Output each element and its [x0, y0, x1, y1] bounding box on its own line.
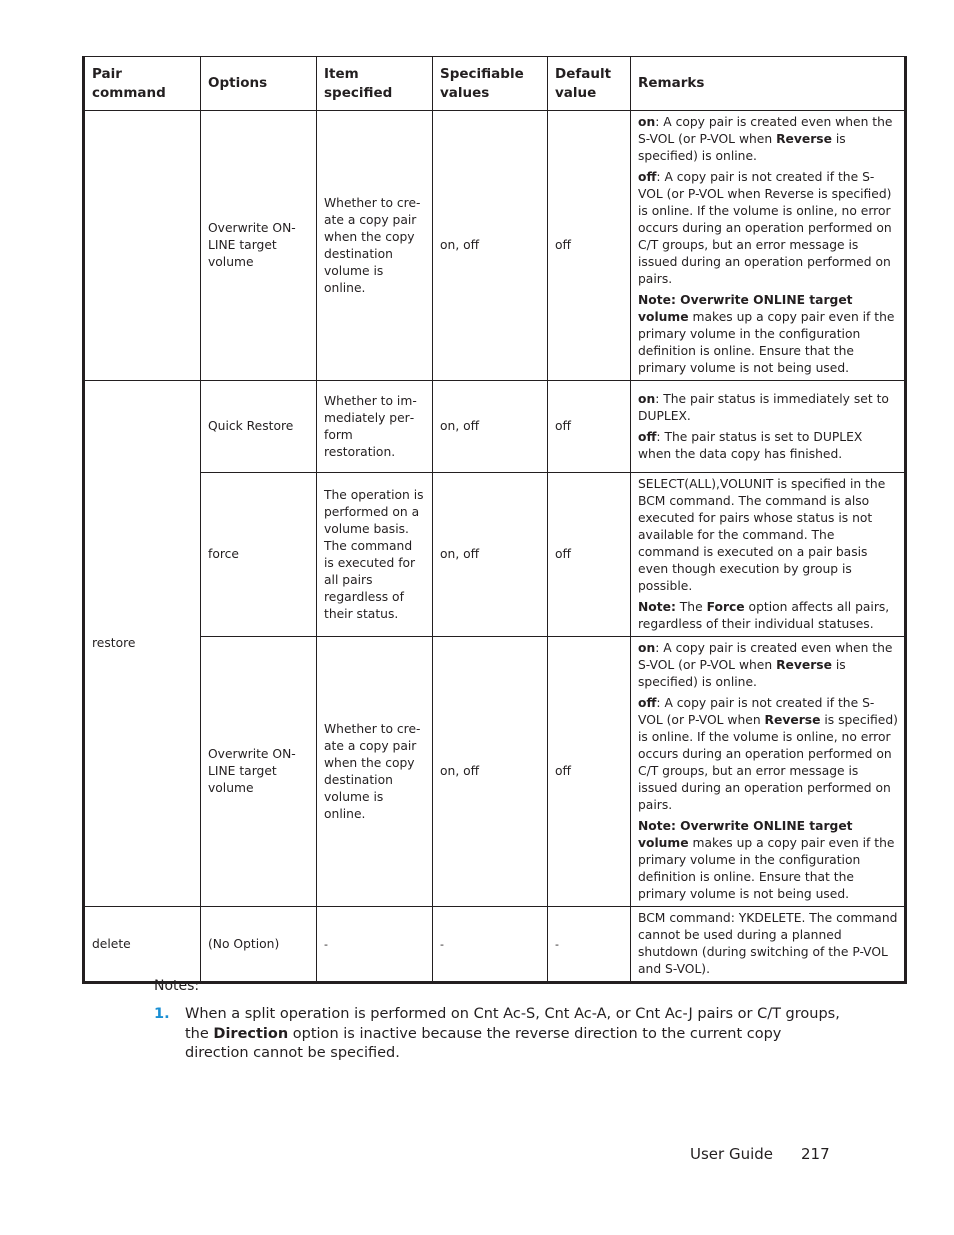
item-cell: Whether to immediately perform restoration.	[317, 381, 433, 473]
option-cell: Quick Restore	[201, 381, 317, 473]
remarks-cell	[631, 111, 906, 381]
values-cell: on, off	[433, 111, 548, 381]
default-cell: -	[548, 907, 631, 983]
table-row	[84, 381, 906, 473]
item-cell: Whether to create a copy pair when the copy destination volume is online.	[317, 111, 433, 381]
header-item-specified: Item specified	[317, 57, 433, 111]
pair-command-delete: delete	[84, 907, 201, 983]
item-cell: -	[317, 907, 433, 983]
remark-note: Note: The Force option affects all pairs, regardless of their individual statuses.	[638, 600, 890, 631]
remark-on: on: The pair status is immediately set to DUPLEX.	[638, 391, 889, 423]
remarks-cell	[631, 473, 906, 637]
remarks-cell	[631, 637, 906, 907]
remark-off: off: The pair status is set to DUPLEX when the data copy has finished.	[638, 429, 863, 461]
default-cell: off	[548, 473, 631, 637]
remark-on: on: A copy pair is created even when the S-VOL (or P-VOL when Reverse is specified) is online.	[638, 115, 893, 163]
header-options: Options	[201, 57, 317, 111]
pair-command-cell	[84, 111, 201, 381]
table-header-row	[84, 57, 906, 111]
values-cell: on, off	[433, 473, 548, 637]
remark-off: off: A copy pair is not created if the S-VOL (or P-VOL when Reverse is specified) is online. If the volume is online, no error occurs during an operation performed on C/T groups, but an error message is issued during an operation performed on pairs.	[638, 170, 892, 286]
remark-note: Note: Overwrite ONLINE target volume makes up a copy pair even if the primary volume in the configuration definition is online. Ensure that the primary volume is not being used.	[638, 293, 895, 375]
note-number: 1.	[154, 1006, 170, 1022]
default-cell: off	[548, 381, 631, 473]
note-text: When a split operation is performed on Cnt Ac-S, Cnt Ac-A, or Cnt Ac-J pairs or C/T groups, the Direction option is inactive because the reverse direction to the current copy direction cannot be specified.	[185, 1006, 840, 1061]
values-cell: -	[433, 907, 548, 983]
pair-command-restore: restore	[84, 381, 201, 907]
default-cell: off	[548, 637, 631, 907]
option-cell: Overwrite ONLINE target volume	[201, 111, 317, 381]
table-row	[84, 637, 906, 907]
values-cell: on, off	[433, 637, 548, 907]
header-pair-command: Pair command	[84, 57, 201, 111]
remarks-cell	[631, 907, 906, 983]
item-cell: The operation is performed on a volume basis. The command is executed for all pairs regardless of their status.	[317, 473, 433, 637]
remark-note: Note: Overwrite ONLINE target volume makes up a copy pair even if the primary volume in the configuration definition is online. Ensure that the primary volume is not being used.	[638, 819, 895, 901]
item-cell: Whether to create a copy pair when the copy destination volume is online.	[317, 637, 433, 907]
header-specifiable-values: Specifiable values	[433, 57, 548, 111]
footer-title: User Guide	[690, 1145, 774, 1163]
remark-text: SELECT(ALL),VOLUNIT is specified in the BCM command. The command is also executed for pairs whose status is not available for the command. The command is executed on a pair basis even though execution by group is possible.	[638, 477, 886, 593]
values-cell: on, off	[433, 381, 548, 473]
remark-off: off: A copy pair is not created if the S-VOL (or P-VOL when Reverse is specified) is online. If the volume is online, no error occurs during an operation performed on C/T groups, but an error message is issued during an operation performed on pairs.	[638, 696, 898, 812]
remark-on: on: A copy pair is created even when the S-VOL (or P-VOL when Reverse is specified) is online.	[638, 641, 893, 689]
header-default-value: Default value	[548, 57, 631, 111]
default-cell: off	[548, 111, 631, 381]
table-row	[84, 473, 906, 637]
remarks-cell	[631, 381, 906, 473]
notes-heading: Notes:	[154, 978, 200, 994]
option-cell: (No Option)	[201, 907, 317, 983]
page-number: 217	[801, 1145, 830, 1163]
remark-text: BCM command: YKDELETE. The command cannot be used during a planned shutdown (during switching of the P-VOL and S-VOL).	[638, 911, 898, 976]
page-footer	[690, 1144, 830, 1164]
option-cell: force	[201, 473, 317, 637]
note-item-1	[154, 1005, 844, 1064]
table-row	[84, 111, 906, 381]
header-remarks: Remarks	[631, 57, 906, 111]
table-row	[84, 907, 906, 983]
pair-command-table	[82, 56, 904, 984]
option-cell: Overwrite ONLINE target volume	[201, 637, 317, 907]
